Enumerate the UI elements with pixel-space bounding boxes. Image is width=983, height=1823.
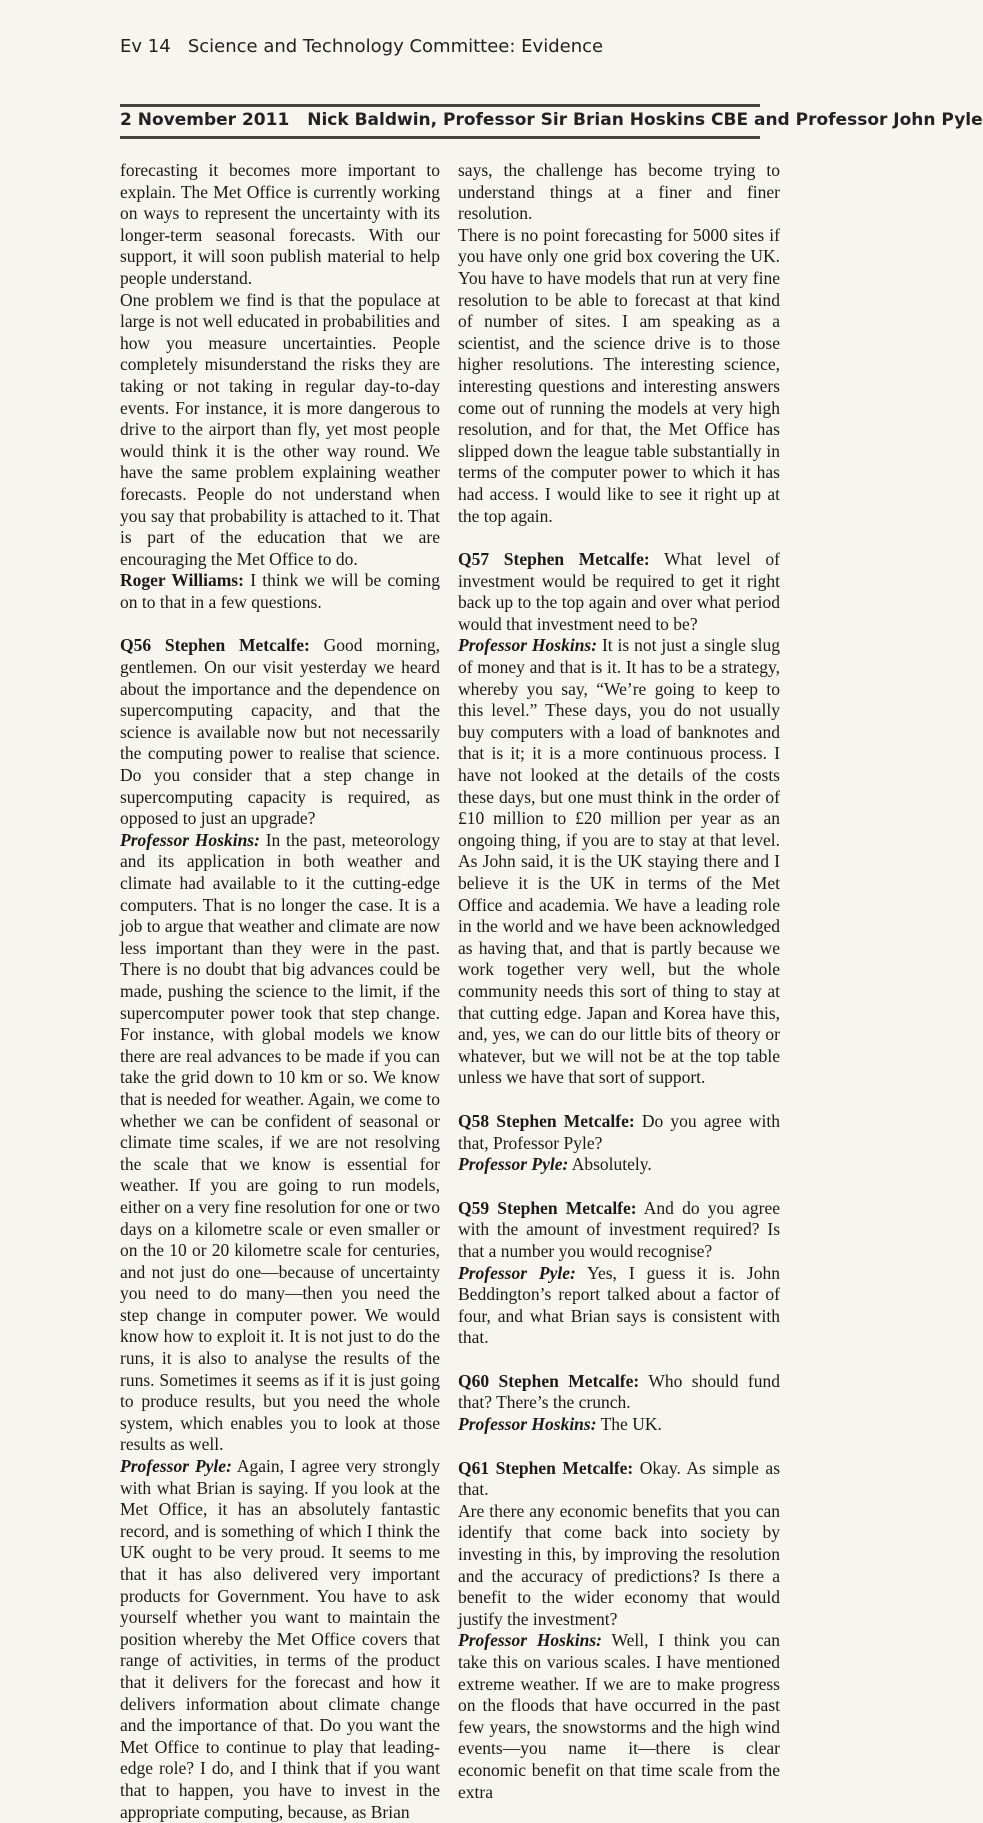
answer-paragraph: Professor Pyle: Yes, I guess it is. John Beddington’s report talked about a factor of four, and what Brian says is consistent with that. bbox=[458, 1262, 780, 1348]
question-paragraph: Q60 Stephen Metcalfe: Who should fund that? There’s the crunch. bbox=[458, 1370, 781, 1413]
answer-paragraph: Professor Pyle: Absolutely. bbox=[458, 1154, 652, 1175]
witness-name: Professor Pyle: bbox=[458, 1262, 576, 1283]
answer-paragraph: Professor Hoskins: Well, I think you can take this on various scales. I have mentioned extreme weather. If we are to make progress on the floods that have occurred in the past few years, the snowstorms and the high wind events—you name it—there is clear economic benefit on that time scale from the extra bbox=[458, 1630, 780, 1802]
header-rule-bottom bbox=[120, 136, 760, 139]
witness-name: Professor Hoskins: bbox=[458, 635, 598, 656]
paragraph: forecasting it becomes more important to explain. The Met Office is currently working on ways to represent the uncertainty with its longer-term seasonal forecasts. With our support, it will soon publish material to help people understand. bbox=[120, 160, 440, 288]
session-heading bbox=[120, 110, 983, 130]
answer-paragraph: Professor Pyle: Again, I agree very strongly with what Brian is saying. If you look at the Met Office, it has an absolutely fantastic record, and is something of which I think the UK ought to be very proud. It seems to me that it has also delivered very important products for Government. You have to ask yourself whether you want to maintain the position whereby the Met Office covers that range of activities, in terms of the product that it delivers for the forecast and how it delivers information about climate change and the importance of that. Do you want the Met Office to continue to play that leading-edge role? I do, and I think that if you want that to happen, you have to invest in the appropriate computing, because, as Brian bbox=[120, 1456, 440, 1822]
paragraph: There is no point forecasting for 5000 sites if you have only one grid box covering the UK. You have to have models that run at very fine resolution to be able to forecast at that kind of number of sites. I am speaking as a scientist, and the science drive is to those higher resolutions. The interesting science, interesting questions and interesting answers come out of running the models at very high resolution, and for that, the Met Office has slipped down the league table substantially in terms of the computer power to which it has had access. I would like to see it right up at the top again. bbox=[458, 224, 780, 526]
witness-list: Nick Baldwin, Professor Sir Brian Hoskins CBE and Professor John Pyle bbox=[307, 110, 983, 130]
speaker-name: Roger Williams: bbox=[120, 570, 244, 591]
question-paragraph: Q57 Stephen Metcalfe: What level of investment would be required to get it right back up to the top again and over what period would that investment need to be? bbox=[458, 549, 781, 634]
witness-name: Professor Pyle: bbox=[458, 1154, 569, 1175]
question-speaker: Q58 Stephen Metcalfe: bbox=[458, 1110, 635, 1131]
paragraph: Roger Williams: I think we will be coming on to that in a few questions. bbox=[120, 570, 440, 612]
question-speaker: Q56 Stephen Metcalfe: bbox=[120, 635, 310, 656]
witness-name: Professor Hoskins: bbox=[120, 829, 260, 850]
header-rule-top bbox=[120, 104, 760, 107]
right-column bbox=[458, 160, 781, 1802]
paragraph: One problem we find is that the populace at large is not well educated in probabilities and how you measure uncertainties. People completely misunderstand the risks they are taking or not taking in regular day-to-day events. For instance, it is more dangerous to drive to the airport than fly, yet most people would think it is the other way round. We have the same problem explaining weather forecasts. People do not understand when you say that probability is attached to it. That is part of the education that we are encouraging the Met Office to do. bbox=[120, 289, 440, 569]
question-speaker: Q61 Stephen Metcalfe: bbox=[458, 1457, 634, 1478]
evidence-page-number: Ev 14 bbox=[120, 36, 171, 57]
witness-name: Professor Hoskins: bbox=[458, 1414, 597, 1435]
question-paragraph: Q56 Stephen Metcalfe: Good morning, gentlemen. On our visit yesterday we heard about the importance and the dependence on supercomputing capacity, and that the science is available now but not necessarily the computing power to realise that science. Do you consider that a step change in supercomputing capacity is required, as opposed to just an upgrade? bbox=[120, 635, 440, 829]
left-column bbox=[120, 160, 440, 1822]
question-paragraph: Q59 Stephen Metcalfe: And do you agree with the amount of investment required? Is that a number you would recognise? bbox=[458, 1197, 780, 1261]
running-head bbox=[120, 36, 603, 57]
answer-paragraph: Professor Hoskins: In the past, meteorology and its application in both weather and climate had available to it the cutting-edge computers. That is no longer the case. It is a job to argue that weather and climate are now less important than they were in the past. There is no doubt that big advances could be made, pushing the science to the limit, if the supercomputer power took that step change. For instance, with global models we know there are real advances to be made if you can take the grid down to 10 km or so. We know that is needed for weather. Again, we come to whether we can be confident of seasonal or climate time scales, if we are not resolving the scale that we know is essential for weather. If you are going to run models, either on a very fine resolution for one or two days on a kilometre scale or even smaller or on the 10 or 20 kilometre scale for centuries, and not just do one—because of uncertainty you need to do many—then you need the step change in computer power. We would know how to exploit it. It is not just to do the runs, it is also to analyse the results of the runs. Sometimes it seems as if it is just going to produce results, but you need the whole system, which enables you to look at those results as well. bbox=[120, 829, 440, 1455]
paragraph: Are there any economic benefits that you can identify that come back into society by investing in this, by improving the resolution and the accuracy of predictions? Is there a benefit to the wider economy that would justify the investment? bbox=[458, 1500, 780, 1629]
committee-title: Science and Technology Committee: Evidence bbox=[187, 36, 604, 57]
session-date: 2 November 2011 bbox=[120, 110, 290, 130]
question-speaker: Q60 Stephen Metcalfe: bbox=[458, 1370, 640, 1391]
answer-paragraph: Professor Hoskins: The UK. bbox=[458, 1414, 662, 1435]
question-paragraph: Q58 Stephen Metcalfe: Do you agree with that, Professor Pyle? bbox=[458, 1110, 780, 1153]
answer-paragraph: Professor Hoskins: It is not just a single slug of money and that is it. It has to be a strategy, whereby you say, “We’re going to keep to this level.” These days, you do not usually buy computers with a load of banknotes and that is it; it is a more continuous process. I have not looked at the details of the costs these days, but one must think in the order of £10 million to £20 million per year as an ongoing thing, if you are to stay at that level. As John said, it is the UK staying there and I believe it is the UK in terms of the Met Office and academia. We have a leading role in the world and we have been acknowledged as having that, and that is partly because we work together very well, but the whole community needs this sort of thing to stay at that cutting edge. Japan and Korea have this, and, yes, we can do our little bits of theory or whatever, but we will not be at the top table unless we have that sort of support. bbox=[458, 635, 781, 1088]
question-speaker: Q59 Stephen Metcalfe: bbox=[458, 1197, 637, 1218]
paragraph: says, the challenge has become trying to understand things at a finer and finer resolution. bbox=[458, 160, 780, 224]
witness-name: Professor Hoskins: bbox=[458, 1630, 602, 1651]
question-paragraph: Q61 Stephen Metcalfe: Okay. As simple as that. bbox=[458, 1457, 780, 1500]
question-speaker: Q57 Stephen Metcalfe: bbox=[458, 549, 650, 570]
witness-name: Professor Pyle: bbox=[120, 1456, 232, 1477]
